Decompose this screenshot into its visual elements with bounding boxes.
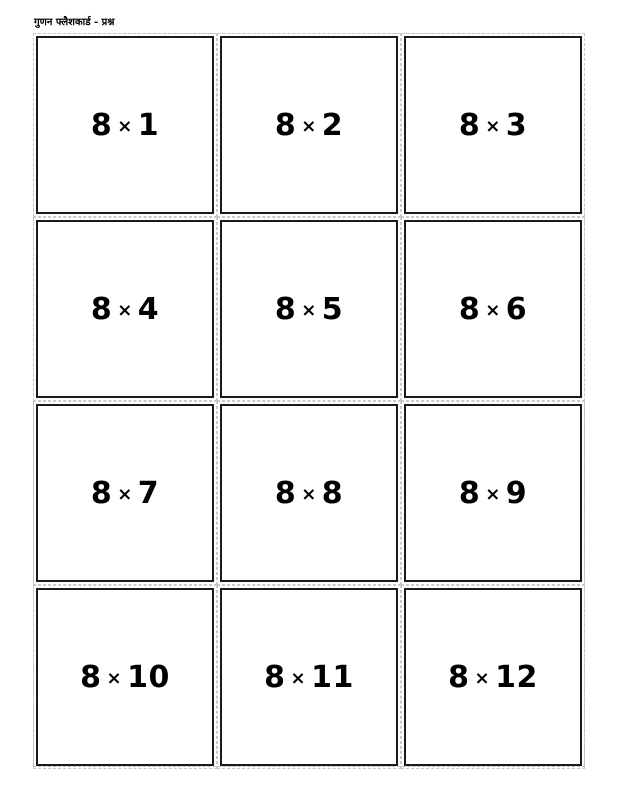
multiply-sign: ×: [290, 667, 307, 689]
flashcard-multiplicand: 8: [274, 291, 297, 327]
flashcard-multiplicand: 8: [448, 659, 470, 695]
flashcard-multiplicand: 8: [90, 291, 113, 327]
flashcard-multiplier: 10: [127, 659, 170, 695]
flashcard: [220, 404, 398, 582]
flashcard-multiplier: 1: [137, 107, 160, 143]
flashcard-multiplicand: 8: [90, 475, 113, 511]
flashcard: [404, 588, 582, 766]
multiply-sign: ×: [485, 299, 501, 321]
flashcard-multiplier: 4: [137, 291, 160, 327]
flashcard: [220, 588, 398, 766]
flashcard-multiplier: 11: [311, 659, 354, 695]
flashcard-problem: [275, 292, 343, 327]
flashcard-multiplicand: 8: [458, 107, 481, 143]
flashcard-problem: [91, 108, 159, 143]
flashcard: [36, 588, 214, 766]
multiply-sign: ×: [301, 115, 317, 137]
multiply-sign: ×: [301, 483, 317, 505]
flashcard-multiplier: 6: [505, 291, 528, 327]
flashcard: [36, 36, 214, 214]
flashcard-multiplier: 9: [505, 475, 528, 511]
flashcard-multiplier: 8: [321, 475, 344, 511]
flashcard-problem: [459, 292, 527, 327]
multiply-sign: ×: [474, 667, 491, 689]
flashcard-multiplier: 7: [137, 475, 160, 511]
multiply-sign: ×: [301, 299, 317, 321]
flashcard-problem: [80, 660, 170, 695]
flashcard: [36, 220, 214, 398]
multiply-sign: ×: [485, 115, 501, 137]
flashcard-multiplier: 12: [495, 659, 538, 695]
flashcard-multiplicand: 8: [80, 659, 102, 695]
flashcard-multiplicand: 8: [458, 291, 481, 327]
flashcard: [36, 404, 214, 582]
multiply-sign: ×: [485, 483, 501, 505]
flashcard-problem: [91, 292, 159, 327]
multiply-sign: ×: [117, 299, 133, 321]
flashcard-problem: [275, 108, 343, 143]
flashcard-multiplier: 2: [321, 107, 344, 143]
flashcard-problem: [448, 660, 538, 695]
flashcard-sheet: [33, 33, 585, 767]
multiply-sign: ×: [117, 115, 133, 137]
flashcard-problem: [459, 476, 527, 511]
flashcard: [220, 36, 398, 214]
flashcard-multiplicand: 8: [458, 475, 481, 511]
flashcard: [404, 36, 582, 214]
page-title: गुणन फ्लैशकार्ड - प्रश्न: [34, 17, 115, 28]
flashcard-problem: [275, 476, 343, 511]
flashcard-problem: [91, 476, 159, 511]
flashcard-problem: [459, 108, 527, 143]
flashcard-multiplier: 5: [321, 291, 344, 327]
flashcard-multiplicand: 8: [264, 659, 286, 695]
flashcard-grid: [36, 36, 582, 766]
flashcard: [404, 220, 582, 398]
flashcard-problem: [264, 660, 354, 695]
multiply-sign: ×: [106, 667, 123, 689]
flashcard: [404, 404, 582, 582]
flashcard-multiplier: 3: [505, 107, 528, 143]
multiply-sign: ×: [117, 483, 133, 505]
flashcard-multiplicand: 8: [274, 475, 297, 511]
flashcard-multiplicand: 8: [90, 107, 113, 143]
flashcard: [220, 220, 398, 398]
flashcard-multiplicand: 8: [274, 107, 297, 143]
